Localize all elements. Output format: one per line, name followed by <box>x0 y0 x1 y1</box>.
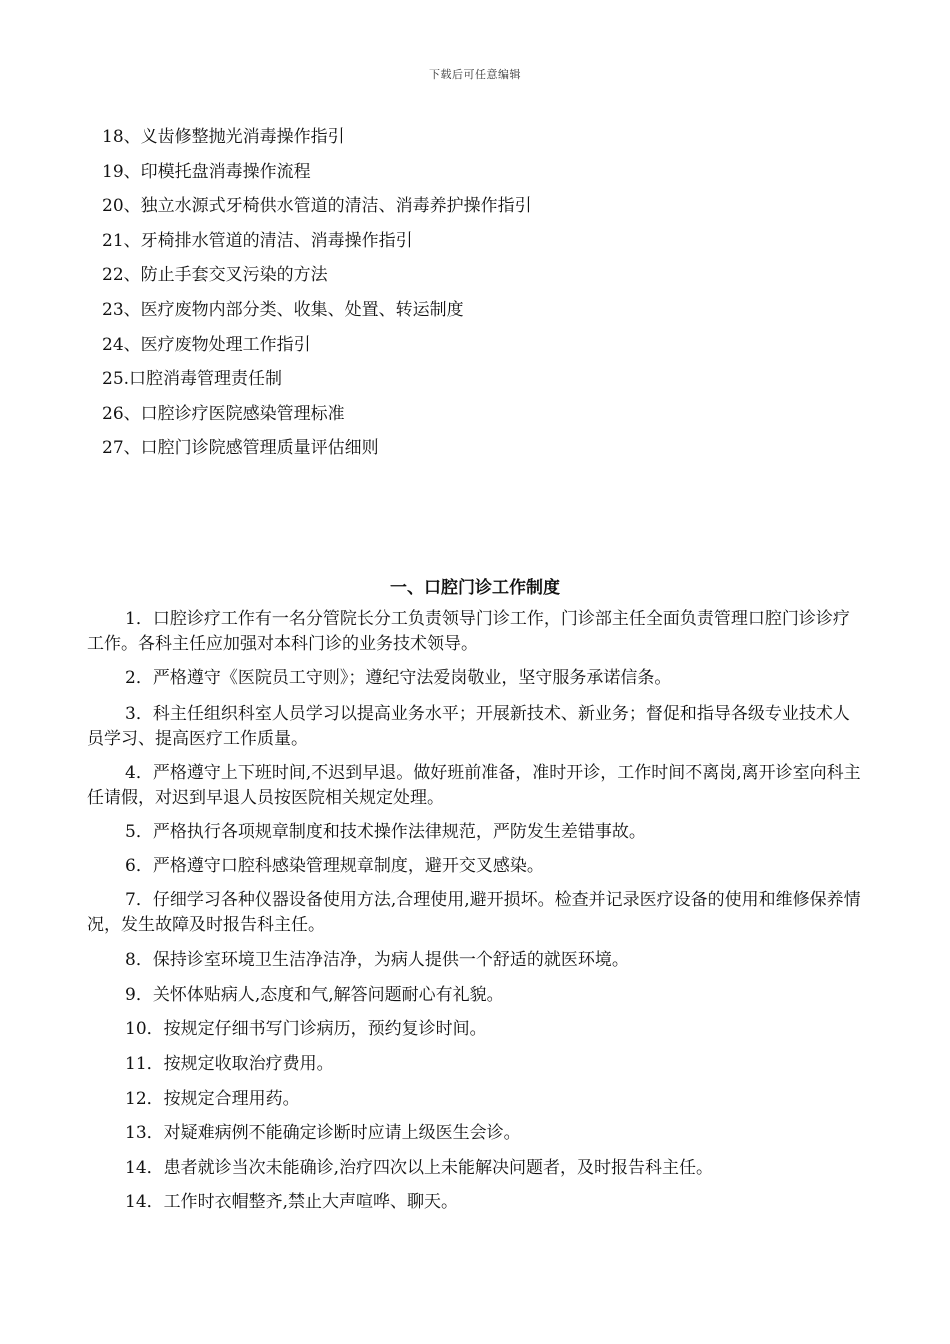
toc-list <box>102 124 532 470</box>
rule-paragraph: 6．严格遵守口腔科感染管理规章制度，避开交叉感染。 <box>125 856 544 876</box>
rule-paragraph: 4．严格遵守上下班时间,不迟到早退。做好班前准备，准时开诊，工作时间不离岗,离开诊室向科主任请假，对迟到早退人员按医院相关规定处理。 <box>87 763 861 808</box>
rule-paragraph: 8．保持诊室环境卫生洁净洁净，为病人提供一个舒适的就医环境。 <box>125 950 629 970</box>
rule-paragraph: 5．严格执行各项规章制度和技术操作法律规范，严防发生差错事故。 <box>125 822 646 842</box>
toc-item: 26、口腔诊疗医院感染管理标准 <box>102 403 345 424</box>
rule-paragraph: 7．仔细学习各种仪器设备使用方法,合理使用,避开损坏。检查并记录医疗设备的使用和维修保养情况，发生故障及时报告科主任。 <box>87 890 861 935</box>
rule-paragraph: 13．对疑难病例不能确定诊断时应请上级医生会诊。 <box>125 1123 521 1143</box>
toc-item: 18、义齿修整抛光消毒操作指引 <box>102 127 345 147</box>
toc-item: 24、医疗废物处理工作指引 <box>102 334 311 355</box>
toc-item: 27、口腔门诊院感管理质量评估细则 <box>102 438 379 459</box>
toc-item: 23、医疗废物内部分类、收集、处置、转运制度 <box>102 299 464 320</box>
toc-item: 25.口腔消毒管理责任制 <box>102 369 283 390</box>
toc-item: 19、印模托盘消毒操作流程 <box>102 161 311 182</box>
rule-paragraph: 2．严格遵守《医院员工守则》；遵纪守法爱岗敬业，坚守服务承诺信条。 <box>125 668 672 688</box>
rule-paragraph: 11．按规定收取治疗费用。 <box>125 1054 334 1074</box>
toc-item: 20、独立水源式牙椅供水管道的清洁、消毒养护操作指引 <box>102 196 532 217</box>
rule-paragraph: 3．科主任组织科室人员学习以提高业务水平；开展新技术、新业务；督促和指导各级专业技术人员学习、提高医疗工作质量。 <box>87 704 850 749</box>
page-header-note: 下载后可任意编辑 <box>429 68 521 81</box>
rule-paragraph: 9．关怀体贴病人,态度和气,解答问题耐心有礼貌。 <box>125 985 504 1005</box>
rule-paragraph: 1．口腔诊疗工作有一名分管院长分工负责领导门诊工作，门诊部主任全面负责管理口腔门诊诊疗工作。各科主任应加强对本科门诊的业务技术领导。 <box>87 609 850 654</box>
rule-paragraph: 12．按规定合理用药。 <box>125 1089 300 1109</box>
rule-paragraph: 10．按规定仔细书写门诊病历，预约复诊时间。 <box>125 1019 487 1039</box>
section-title: 一、口腔门诊工作制度 <box>390 578 560 598</box>
rule-paragraph: 14．患者就诊当次未能确诊,治疗四次以上未能解决问题者，及时报告科主任。 <box>125 1158 714 1178</box>
toc-item: 21、牙椅排水管道的清洁、消毒操作指引 <box>102 230 413 251</box>
rule-paragraph: 14．工作时衣帽整齐,禁止大声喧哗、聊天。 <box>125 1192 459 1212</box>
toc-item: 22、防止手套交叉污染的方法 <box>102 265 328 286</box>
